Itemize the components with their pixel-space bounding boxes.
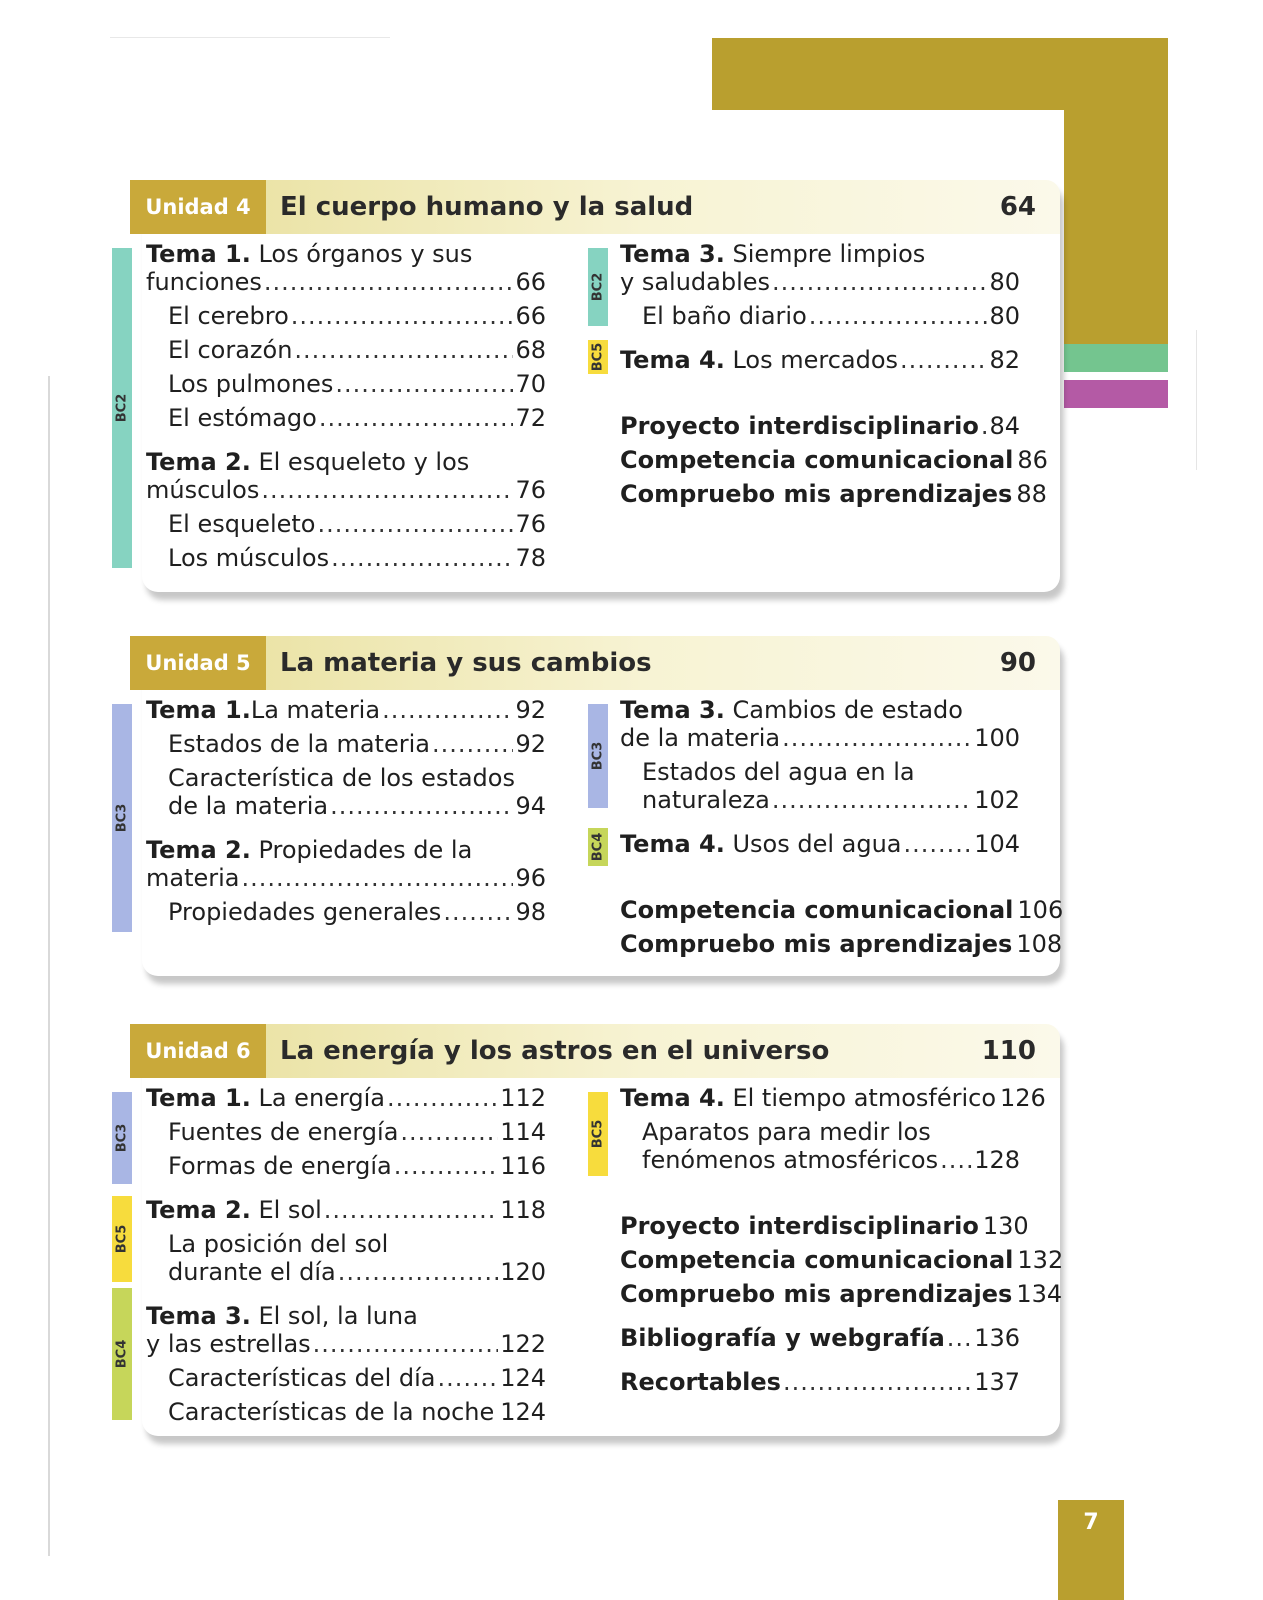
unit-tag: Unidad 4 (130, 180, 266, 234)
unit-page-number: 64 (999, 192, 1036, 222)
bloque-bar: BC2 (588, 248, 608, 326)
toc-subentry[interactable]: Características del día ..... 124 (146, 1364, 546, 1392)
toc-entry[interactable]: Competencia comunicacional 132 (620, 1246, 1064, 1274)
toc-entry[interactable]: Bibliografía y webgrafía ..... 136 (620, 1324, 1020, 1352)
bloque-bar: BC3 (112, 1092, 132, 1184)
toc-entry[interactable]: Compruebo mis aprendizajes 108 (620, 930, 1063, 958)
decor-stripe-magenta (1064, 380, 1168, 408)
toc-entry[interactable]: Tema 3. El sol, la luna y las estrellas ..... 122 (146, 1302, 546, 1358)
toc-entry[interactable]: Compruebo mis aprendizajes 88 (620, 480, 1047, 508)
toc-subentry[interactable]: Los pulmones ..... 70 (146, 370, 546, 398)
decor-stripe-green (1064, 344, 1168, 372)
unit-header (130, 636, 1060, 690)
toc-entry[interactable]: Tema 4. Usos del agua ..... 104 (620, 830, 1020, 858)
bloque-bar: BC5 (112, 1196, 132, 1282)
toc-subentry[interactable]: Propiedades generales ..... 98 (146, 898, 546, 926)
toc-entry[interactable]: Tema 1.La materia ..... 92 (146, 696, 546, 724)
bloque-bar: BC4 (112, 1288, 132, 1420)
toc-entry[interactable]: Tema 3. Siempre limpios y saludables ..... 80 (620, 240, 1020, 296)
toc-subentry[interactable]: Estados del agua en la naturaleza ..... 102 (620, 758, 1020, 814)
toc-entry[interactable]: Proyecto interdisciplinario 130 (620, 1212, 1029, 1240)
toc-entry[interactable]: Compruebo mis aprendizajes 134 (620, 1280, 1063, 1308)
toc-entry[interactable]: Proyecto interdisciplinario ..... 84 (620, 412, 1020, 440)
toc-subentry[interactable]: La posición del sol durante el día ..... 120 (146, 1230, 546, 1286)
toc-subentry[interactable]: El baño diario ..... 80 (620, 302, 1020, 330)
unit-title: El cuerpo humano y la salud (280, 192, 694, 222)
toc-subentry[interactable]: Característica de los estados de la materia ..... 94 (146, 764, 546, 820)
toc-entry[interactable]: Tema 2. Propiedades de la materia ..... 96 (146, 836, 546, 892)
page-number: 7 (1058, 1500, 1124, 1600)
toc-subentry[interactable]: El cerebro ..... 66 (146, 302, 546, 330)
toc-subentry[interactable]: Los músculos ..... 78 (146, 544, 546, 572)
toc-entry[interactable]: Competencia comunicacional 106 (620, 896, 1064, 924)
toc-subentry[interactable]: El estómago ..... 72 (146, 404, 546, 432)
top-faint-line (110, 37, 390, 38)
unit-page-number: 110 (981, 1036, 1036, 1066)
toc-entry[interactable]: Tema 3. Cambios de estado de la materia ..... 100 (620, 696, 1020, 752)
page-edge-line (1196, 330, 1197, 470)
unit-title: La energía y los astros en el universo (280, 1036, 830, 1066)
unit-tag: Unidad 5 (130, 636, 266, 690)
toc-entry[interactable]: Tema 1. La energía ..... 112 (146, 1084, 546, 1112)
toc-entry[interactable]: Tema 2. El sol ..... 118 (146, 1196, 546, 1224)
toc-entry[interactable]: Recortables ..... 137 (620, 1368, 1020, 1396)
decor-band-right (1064, 48, 1168, 344)
toc-subentry[interactable]: Aparatos para medir los fenómenos atmosféricos ..... 128 (620, 1118, 1020, 1174)
bloque-bar: BC3 (112, 704, 132, 932)
unit-header (130, 180, 1060, 234)
bloque-bar: BC2 (112, 248, 132, 568)
bloque-bar: BC5 (588, 340, 608, 374)
toc-entry[interactable]: Tema 2. El esqueleto y los músculos ..... 76 (146, 448, 546, 504)
toc-subentry[interactable]: El esqueleto ..... 76 (146, 510, 546, 538)
unit-page-number: 90 (999, 648, 1036, 678)
unit-title: La materia y sus cambios (280, 648, 652, 678)
toc-subentry[interactable]: Características de la noche ..... 124 (146, 1398, 546, 1426)
bloque-bar: BC5 (588, 1092, 608, 1176)
page-fold-line (48, 376, 50, 1556)
toc-subentry[interactable]: El corazón ..... 68 (146, 336, 546, 364)
unit-header (130, 1024, 1060, 1078)
toc-subentry[interactable]: Fuentes de energía ..... 114 (146, 1118, 546, 1146)
toc-entry[interactable]: Competencia comunicacional 86 (620, 446, 1048, 474)
toc-entry[interactable]: Tema 4. El tiempo atmosférico 126 (620, 1084, 1046, 1112)
toc-subentry[interactable]: Formas de energía ..... 116 (146, 1152, 546, 1180)
bloque-bar: BC3 (588, 704, 608, 808)
toc-entry[interactable]: Tema 4. Los mercados ..... 82 (620, 346, 1020, 374)
toc-entry[interactable]: Tema 1. Los órganos y sus funciones ..... 66 (146, 240, 546, 296)
toc-subentry[interactable]: Estados de la materia ..... 92 (146, 730, 546, 758)
bloque-bar: BC4 (588, 828, 608, 866)
unit-tag: Unidad 6 (130, 1024, 266, 1078)
